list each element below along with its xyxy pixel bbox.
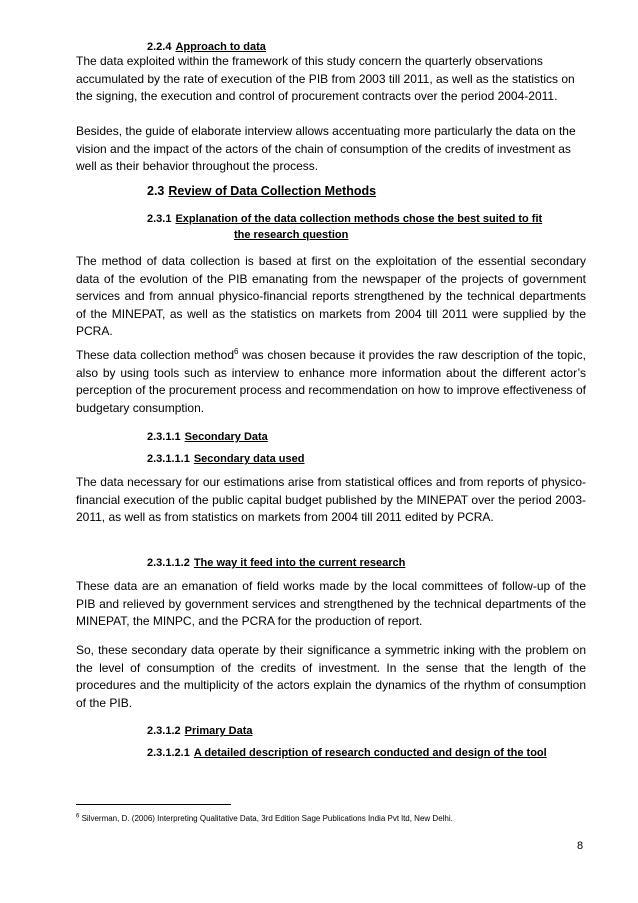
heading-2-3-1-2: 2.3.1.2 Primary Data — [147, 725, 253, 737]
paragraph-method: The method of data collection is based at first on the exploitation of the essential secondary data of the evolution of the PIB emanating from the newspaper of the projects of government services and from annual physico-financial reports strengthened by the technical departments of the MINEPAT, as well as the statistics on markets from 2004 till 2011 were supplied by the PCRA. — [76, 254, 586, 339]
heading-2-2-4: 2.2.4 Approach to data — [147, 41, 266, 53]
heading-2-3-1-line2: the research question — [234, 229, 349, 241]
page-number: 8 — [577, 840, 584, 852]
heading-2-3-1-2-1: 2.3.1.2.1 A detailed description of research conducted and design of the tool — [147, 747, 547, 759]
paragraph-approach-2: Besides, the guide of elaborate interview allows accentuating more particularly the data on the vision and the impact of the actors of the chain of consumption of the credits of investment as well as their behavior throughout the process. — [76, 124, 576, 174]
heading-2-3-1-1: 2.3.1.1 Secondary Data — [147, 431, 268, 443]
paragraph-chosen: These data collection method$^6$ was chosen because it provides the raw description of the topic, also by using tools such as interview to enhance more information about the different actor’s perception of the procurement process and recommendation on how to improve effectiveness of budgetary consumption. — [76, 347, 586, 415]
heading-2-3: 2.3 Review of Data Collection Methods — [147, 184, 377, 198]
heading-2-3-1: 2.3.1 Explanation of the data collection methods chose the best suited to fit — [147, 213, 543, 225]
heading-2-3-1-1-2: 2.3.1.1.2 The way it feed into the current research — [147, 557, 406, 569]
paragraph-emanation: These data are an emanation of field works made by the local committees of follow-up of the PIB and relieved by government services and strengthened by the technical departments of the MINEPAT, the MINPC, and the PCRA for the production of report. — [76, 579, 586, 629]
footnote-divider — [76, 804, 231, 805]
heading-2-3-1-1-1: 2.3.1.1.1 Secondary data used — [147, 453, 305, 465]
footnote-ref: 6 — [234, 347, 239, 356]
paragraph-necessary: The data necessary for our estimations arise from statistical offices and from reports of physico-financial execution of the public capital budget published by the MINEPAT over the period 2003-2011, as well as from statistics on markets from 2004 till 2011 edited by PCRA. — [76, 475, 586, 525]
paragraph-so: So, these secondary data operate by their significance a symmetric inking with the problem on the level of consumption of the credits of investment. In the sense that the length of the procedures and the multiplicity of the actors explain the dynamics of the rhythm of consumption of the PIB. — [76, 643, 586, 710]
footnote: $^6$ Silverman, D. (2006) Interpreting Qualitative Data, 3rd Edition Sage Publications India Pvt ltd, New Delhi. — [76, 813, 453, 823]
paragraph-approach-1: The data exploited within the framework of this study concern the quarterly observations accumulated by the rate of execution of the PIB from 2003 till 2011, as well as the statistics on the signing, the execution and control of procurement contracts over the period 2004-2011. — [76, 54, 575, 104]
